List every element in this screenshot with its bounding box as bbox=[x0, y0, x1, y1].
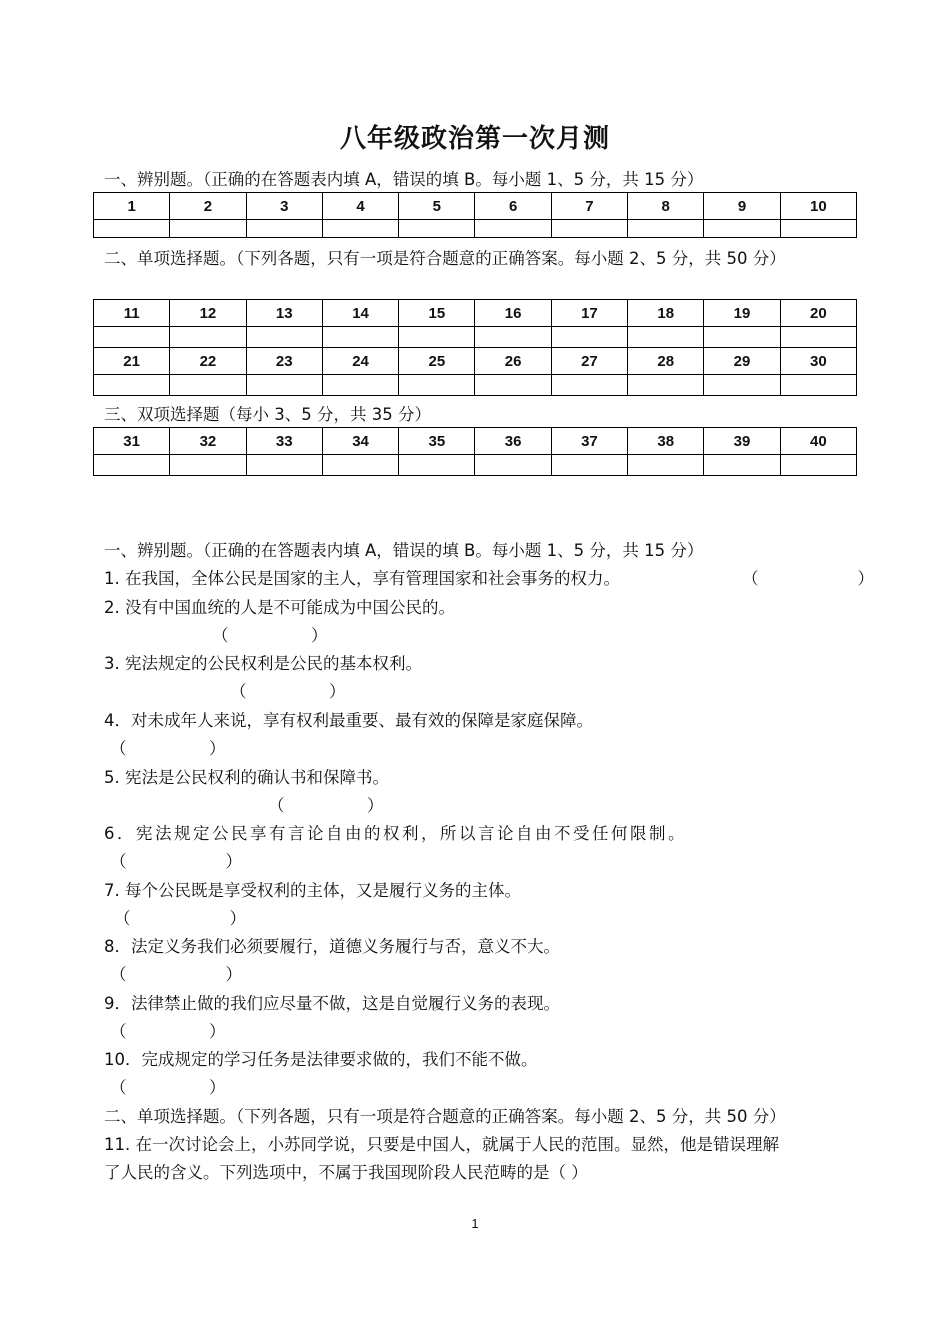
table-cell-number: 18 bbox=[628, 300, 704, 327]
answer-cell[interactable] bbox=[475, 327, 551, 348]
answer-section2-heading: 二、单项选择题。（下列各题，只有一项是符合题意的正确答案。每小题 2、5 分，共 50 分） bbox=[104, 249, 786, 268]
answer-cell[interactable] bbox=[246, 375, 322, 396]
answer-blank-5[interactable]: （ ） bbox=[268, 796, 384, 815]
table-cell-number: 20 bbox=[780, 300, 856, 327]
answer-cell[interactable] bbox=[704, 375, 780, 396]
table-cell-number: 25 bbox=[399, 348, 475, 375]
table-cell-number: 38 bbox=[628, 428, 704, 455]
answer-cell[interactable] bbox=[322, 220, 398, 238]
question-11-line2: 了人民的含义。下列选项中，不属于我国现阶段人民范畴的是（ ） bbox=[104, 1163, 588, 1182]
answer-cell[interactable] bbox=[628, 375, 704, 396]
table-cell-number: 10 bbox=[780, 193, 856, 220]
table-cell-number: 21 bbox=[94, 348, 170, 375]
table-cell-number: 30 bbox=[780, 348, 856, 375]
answer-cell[interactable] bbox=[475, 375, 551, 396]
answer-table-section1 bbox=[93, 192, 857, 238]
questions-section2-heading: 二、单项选择题。（下列各题，只有一项是符合题意的正确答案。每小题 2、5 分，共 50 分） bbox=[104, 1107, 786, 1126]
table-cell-number: 7 bbox=[551, 193, 627, 220]
answer-blank-7[interactable]: （ ） bbox=[114, 909, 246, 928]
answer-cell[interactable] bbox=[399, 327, 475, 348]
answer-cell[interactable] bbox=[322, 375, 398, 396]
table-cell-number: 22 bbox=[170, 348, 246, 375]
table-row-answers bbox=[94, 327, 857, 348]
answer-cell[interactable] bbox=[94, 327, 170, 348]
table-cell-number: 16 bbox=[475, 300, 551, 327]
table-cell-number: 8 bbox=[628, 193, 704, 220]
answer-blank-4[interactable]: （ ） bbox=[110, 739, 226, 758]
answer-table-section3 bbox=[93, 427, 857, 476]
answer-cell[interactable] bbox=[780, 327, 856, 348]
answer-cell[interactable] bbox=[551, 220, 627, 238]
table-cell-number: 33 bbox=[246, 428, 322, 455]
answer-cell[interactable] bbox=[628, 327, 704, 348]
answer-blank-6[interactable]: （ ） bbox=[110, 852, 242, 871]
table-row-numbers bbox=[94, 348, 857, 375]
answer-cell[interactable] bbox=[551, 375, 627, 396]
table-cell-number: 28 bbox=[628, 348, 704, 375]
question-4: 4．对未成年人来说，享有权利最重要、最有效的保障是家庭保障。 bbox=[104, 711, 593, 730]
question-2: 2. 没有中国血统的人是不可能成为中国公民的。 bbox=[104, 598, 455, 617]
table-cell-number: 37 bbox=[551, 428, 627, 455]
answer-section3-heading: 三、双项选择题（每小 3、5 分，共 35 分） bbox=[104, 405, 431, 424]
answer-cell[interactable] bbox=[170, 327, 246, 348]
answer-cell[interactable] bbox=[628, 220, 704, 238]
answer-cell[interactable] bbox=[704, 455, 780, 476]
table-row-answers bbox=[94, 220, 857, 238]
question-11-line1: 11. 在一次讨论会上，小苏同学说，只要是中国人，就属于人民的范围。显然，他是错误理解 bbox=[104, 1135, 779, 1154]
answer-cell[interactable] bbox=[551, 455, 627, 476]
answer-cell[interactable] bbox=[170, 455, 246, 476]
question-5: 5. 宪法是公民权利的确认书和保障书。 bbox=[104, 768, 389, 787]
table-cell-number: 11 bbox=[94, 300, 170, 327]
table-cell-number: 19 bbox=[704, 300, 780, 327]
table-cell-number: 1 bbox=[94, 193, 170, 220]
question-1: 1. 在我国，全体公民是国家的主人，享有管理国家和社会事务的权力。 bbox=[104, 569, 620, 588]
answer-cell[interactable] bbox=[780, 455, 856, 476]
answer-cell[interactable] bbox=[170, 220, 246, 238]
page-title: 八年级政治第一次月测 bbox=[339, 124, 610, 154]
question-9: 9．法律禁止做的我们应尽量不做，这是自觉履行义务的表现。 bbox=[104, 994, 560, 1013]
table-cell-number: 40 bbox=[780, 428, 856, 455]
answer-cell[interactable] bbox=[780, 220, 856, 238]
question-3: 3. 宪法规定的公民权利是公民的基本权利。 bbox=[104, 654, 422, 673]
answer-cell[interactable] bbox=[399, 455, 475, 476]
answer-cell[interactable] bbox=[246, 327, 322, 348]
answer-cell[interactable] bbox=[322, 455, 398, 476]
table-cell-number: 3 bbox=[246, 193, 322, 220]
table-cell-number: 31 bbox=[94, 428, 170, 455]
answer-cell[interactable] bbox=[170, 375, 246, 396]
answer-cell[interactable] bbox=[246, 455, 322, 476]
table-cell-number: 12 bbox=[170, 300, 246, 327]
answer-cell[interactable] bbox=[704, 327, 780, 348]
question-8: 8．法定义务我们必须要履行，道德义务履行与否，意义不大。 bbox=[104, 937, 560, 956]
answer-blank-3[interactable]: （ ） bbox=[230, 682, 346, 701]
table-cell-number: 4 bbox=[322, 193, 398, 220]
answer-cell[interactable] bbox=[551, 327, 627, 348]
table-cell-number: 32 bbox=[170, 428, 246, 455]
answer-blank-9[interactable]: （ ） bbox=[110, 1022, 226, 1041]
answer-cell[interactable] bbox=[780, 375, 856, 396]
answer-blank-10[interactable]: （ ） bbox=[110, 1078, 226, 1097]
table-cell-number: 14 bbox=[322, 300, 398, 327]
table-cell-number: 23 bbox=[246, 348, 322, 375]
table-row-answers bbox=[94, 375, 857, 396]
answer-cell[interactable] bbox=[399, 220, 475, 238]
answer-cell[interactable] bbox=[94, 375, 170, 396]
answer-cell[interactable] bbox=[94, 220, 170, 238]
table-cell-number: 2 bbox=[170, 193, 246, 220]
table-cell-number: 39 bbox=[704, 428, 780, 455]
table-cell-number: 6 bbox=[475, 193, 551, 220]
table-cell-number: 24 bbox=[322, 348, 398, 375]
table-cell-number: 34 bbox=[322, 428, 398, 455]
question-7: 7. 每个公民既是享受权利的主体，又是履行义务的主体。 bbox=[104, 881, 521, 900]
table-cell-number: 36 bbox=[475, 428, 551, 455]
table-cell-number: 13 bbox=[246, 300, 322, 327]
table-cell-number: 27 bbox=[551, 348, 627, 375]
question-10: 10．完成规定的学习任务是法律要求做的，我们不能不做。 bbox=[104, 1050, 538, 1069]
table-cell-number: 17 bbox=[551, 300, 627, 327]
answer-cell[interactable] bbox=[246, 220, 322, 238]
answer-blank-2[interactable]: （ ） bbox=[212, 626, 328, 645]
table-row-numbers bbox=[94, 300, 857, 327]
answer-cell[interactable] bbox=[475, 220, 551, 238]
table-cell-number: 35 bbox=[399, 428, 475, 455]
page-number: 1 bbox=[471, 1216, 479, 1231]
table-cell-number: 29 bbox=[704, 348, 780, 375]
table-cell-number: 9 bbox=[704, 193, 780, 220]
answer-blank-1[interactable]: （ ） bbox=[742, 569, 874, 588]
table-row-numbers bbox=[94, 428, 857, 455]
table-cell-number: 5 bbox=[399, 193, 475, 220]
answer-cell[interactable] bbox=[399, 375, 475, 396]
table-row-numbers bbox=[94, 193, 857, 220]
table-row-answers bbox=[94, 455, 857, 476]
table-cell-number: 15 bbox=[399, 300, 475, 327]
answer-cell[interactable] bbox=[94, 455, 170, 476]
questions-section1-heading: 一、辨别题。（正确的在答题表内填 A，错误的填 B。每小题 1、5 分，共 15 分） bbox=[104, 541, 704, 560]
answer-cell[interactable] bbox=[628, 455, 704, 476]
answer-cell[interactable] bbox=[322, 327, 398, 348]
table-cell-number: 26 bbox=[475, 348, 551, 375]
answer-blank-8[interactable]: （ ） bbox=[110, 965, 242, 984]
answer-table-section2 bbox=[93, 299, 857, 396]
answer-section1-heading: 一、辨别题。（正确的在答题表内填 A，错误的填 B。每小题 1、5 分，共 15 分） bbox=[104, 170, 704, 189]
answer-cell[interactable] bbox=[704, 220, 780, 238]
answer-cell[interactable] bbox=[475, 455, 551, 476]
question-6: 6．宪法规定公民享有言论自由的权利，所以言论自由不受任何限制。 bbox=[104, 824, 687, 843]
